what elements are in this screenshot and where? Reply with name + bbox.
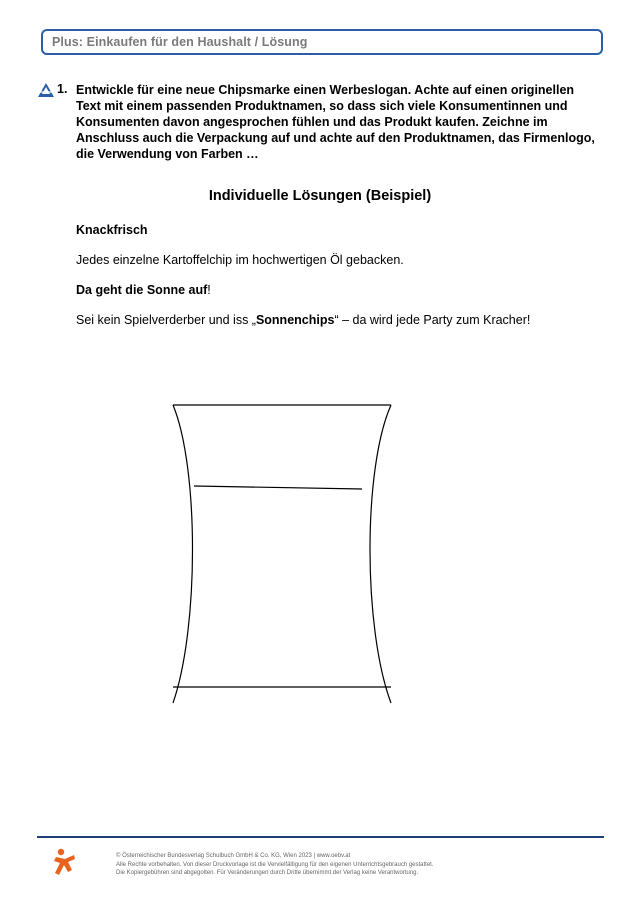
task-text: Entwickle für eine neue Chipsmarke einen Werbeslogan. Achte auf einen originellen Text mit einem passenden Produktnamen, so dass sich viele Konsumentinnen und Konsumenten davon angesprochen fühlen und das Produkt kaufen. Zeichne im Anschluss auch die Verpackung auf und achte auf den Produktnamen, das Firmenlogo, die Verwendung von Farben … bbox=[76, 83, 595, 161]
footer-line-2: Alle Rechte vorbehalten. Von dieser Druckvorlage ist die Vervielfältigung für den eigenen Unterrichtsgebrauch gestattet. bbox=[116, 861, 434, 868]
footer-line-1: © Österreichischer Bundesverlag Schulbuch GmbH & Co. KG, Wien 2023 | www.oebv.at bbox=[116, 853, 351, 859]
task-number: 1. bbox=[57, 82, 68, 96]
slogan-2-bold: Da geht die Sonne auf bbox=[76, 283, 208, 297]
footer-line-3: Die Kopiergebühren sind abgegolten. Für Veränderungen durch Dritte übernimmt der Verlag keine Verantwortung. bbox=[116, 870, 419, 876]
slogan-3-pre: Sei kein Spielverderber und iss „ bbox=[76, 313, 256, 327]
slogan-line-1: Jedes einzelne Kartoffelchip im hochwertigen Öl gebacken. bbox=[76, 253, 404, 267]
footer-copyright bbox=[116, 852, 434, 878]
chips-bag-drawing bbox=[165, 398, 400, 710]
page-title: Plus: Einkaufen für den Haushalt / Lösung bbox=[52, 35, 308, 49]
product-name: Knackfrisch bbox=[76, 223, 148, 237]
publisher-logo-icon bbox=[52, 848, 78, 878]
triangle-level-icon bbox=[38, 83, 54, 97]
slogan-line-3 bbox=[76, 313, 530, 327]
slogan-3-bold: Sonnenchips bbox=[255, 313, 335, 327]
header-box bbox=[41, 29, 603, 55]
footer-rule bbox=[37, 836, 604, 838]
slogan-line-2 bbox=[76, 283, 211, 297]
slogan-2-rest: ! bbox=[207, 283, 211, 297]
solution-title: Individuelle Lösungen (Beispiel) bbox=[208, 188, 432, 204]
slogan-3-post: “ – da wird jede Party zum Kracher! bbox=[334, 313, 531, 327]
